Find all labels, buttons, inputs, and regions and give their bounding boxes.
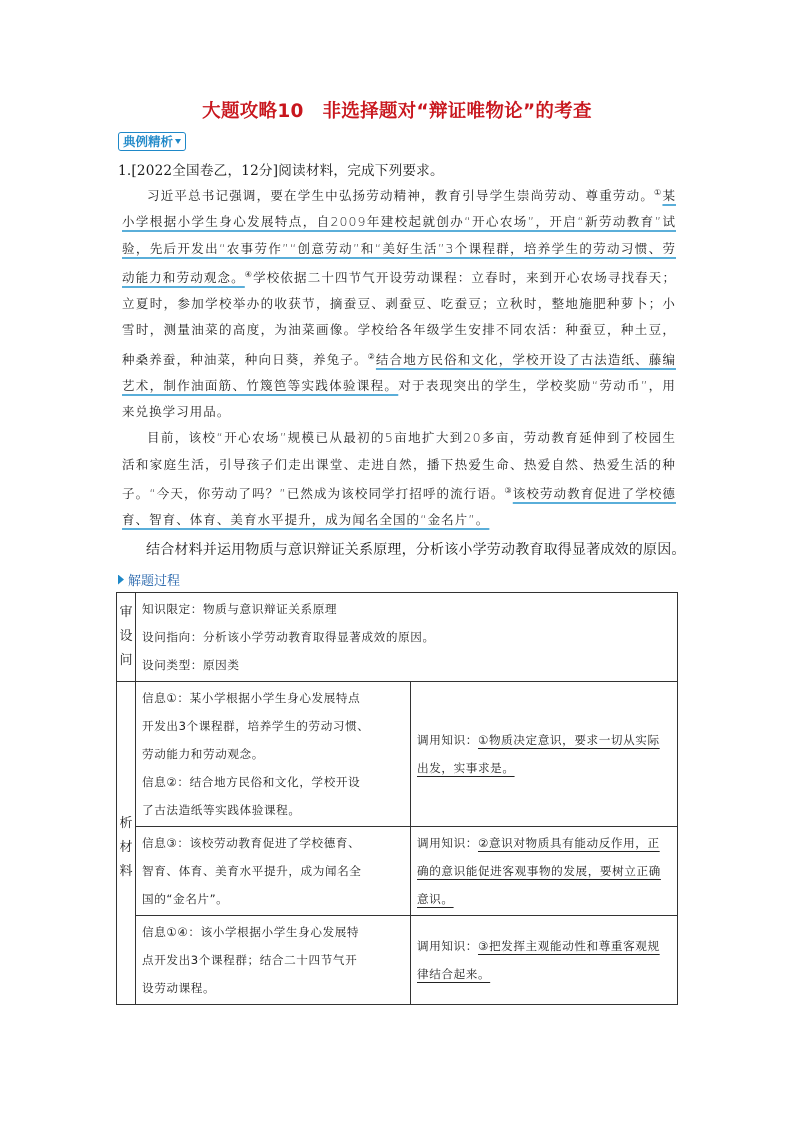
analyze-label: 析 材 料 xyxy=(117,682,136,1005)
info-cell-3: 信息①④：该小学根据小学生身心发展特 点开发出3个课程群；结合二十四节气开 设劳动课程。 xyxy=(136,916,411,1005)
knowledge-cell-3: 调用知识：③把发挥主观能动性和尊重客观规 律结合起来。 xyxy=(411,916,678,1005)
knowledge-cell-1: 调用知识：①物质决定意识，要求一切从实际 出发，实事求是。 xyxy=(411,682,678,827)
knowledge-cell-2: 调用知识：②意识对物质具有能动反作用，正 确的意识能促进客观事物的发展，要树立正确 意识。 xyxy=(411,827,678,916)
page-title: 大题攻略10 非选择题对“辩证唯物论”的考查 xyxy=(202,101,592,122)
question-prompt: 结合材料并运用物质与意识辩证关系原理，分析该小学劳动教育取得显著成效的原因。 xyxy=(146,542,686,558)
material-paragraph-1: 习近平总书记强调，要在学生中弘扬劳动精神，教育引导学生崇尚劳动、尊重劳动。①某小学根据小学生身心发展特点，自2009年建校起就创办“开心农场”，开启“新劳动教育”试验，先后开发出“农事劳作”“创意劳动”和“美好生活”3个课程群，培养学生的劳动习惯、劳动能力和劳动观念。④学校依据二十四节气开设劳动课程：立春时，来到开心农场寻找春天；立夏时，参加学校举办的收获节，摘蚕豆、剥蚕豆、吃蚕豆；立秋时，整地施肥种萝卜；小雪时，测量油菜的高度，为油菜画像。学校给各年级学生安排不同农活：种蚕豆，种土豆，种桑养蚕，种油菜，种向日葵，养兔子。②结合地方民俗和文化，学校开设了古法造纸、藤编艺术，制作油面筋、竹篾笆等实践体验课程。对于表现突出的学生，学校奖励“劳动币”，用来兑换学习用品。 xyxy=(122,188,676,420)
material-text xyxy=(122,180,676,533)
section-tag-label: 典例精析 xyxy=(123,134,174,149)
process-heading xyxy=(118,570,180,589)
audit-content: 知识限定：物质与意识辩证关系原理 设问指向：分析该小学劳动教育取得显著成效的原因。 设问类型：原因类 xyxy=(136,593,678,682)
section-tag xyxy=(118,132,186,151)
process-label: 解题过程 xyxy=(128,574,181,589)
arrow-marker-icon xyxy=(118,575,124,585)
material-paragraph-2: 目前，该校“开心农场”规模已从最初的5亩地扩大到20多亩，劳动教育延伸到了校园生活和家庭生活，引导孩子们走出课堂、走进自然，播下热爱生命、热爱自然、热爱生活的种子。“今天，你劳动了吗？”已然成为该校同学打招呼的流行语。③该校劳动教育促进了学校德育、智育、体育、美育水平提升，成为闻名全国的“金名片”。 xyxy=(122,430,676,528)
info-cell-2: 信息③：该校劳动教育促进了学校德育、 智育、体育、美育水平提升，成为闻名全 国的“金名片”。 xyxy=(136,827,411,916)
question-line: 1.[2022全国卷乙，12分]阅读材料，完成下列要求。 xyxy=(118,163,444,179)
info-cell-1: 信息①：某小学根据小学生身心发展特点 开发出3个课程群，培养学生的劳动习惯、 劳动能力和劳动观念。 信息②：结合地方民俗和文化，学校开设 了古法造纸等实践体验课程。 xyxy=(136,682,411,827)
audit-label: 审 设 问 xyxy=(117,593,136,682)
triangle-down-icon xyxy=(175,139,181,144)
solution-table xyxy=(116,592,678,1005)
